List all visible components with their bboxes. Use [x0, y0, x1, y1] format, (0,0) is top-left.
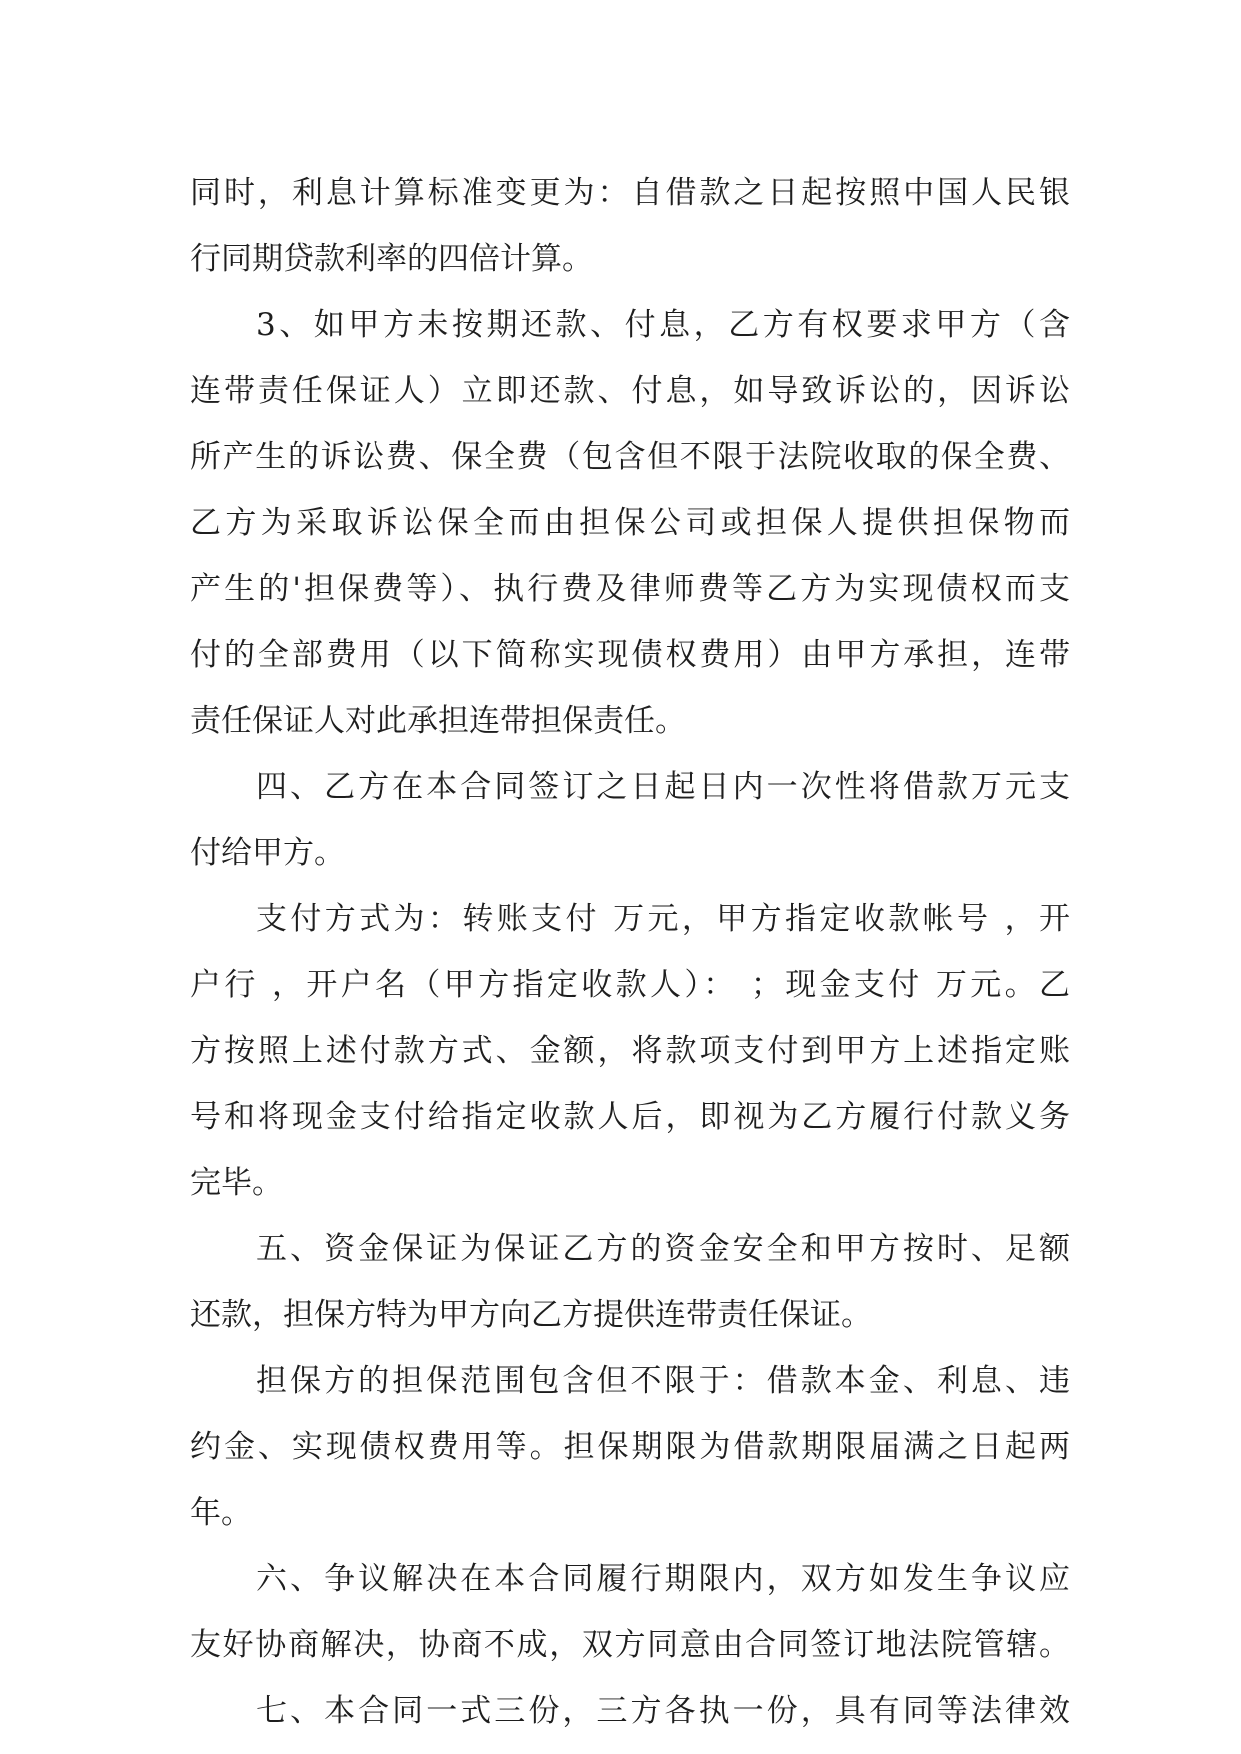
text-line: 同时，利息计算标准变更为：自借款之日起按照中国人民银	[190, 175, 1070, 211]
text-line: 连带责任保证人）立即还款、付息，如导致诉讼的，因诉讼	[190, 373, 1070, 409]
text-line: 年。	[190, 1495, 252, 1531]
text-line: 五、资金保证为保证乙方的资金安全和甲方按时、足额	[256, 1231, 1070, 1267]
text-line: 户行 ，开户名（甲方指定收款人）： ；现金支付 万元。乙	[190, 967, 1070, 1003]
text-line: 担保方的担保范围包含但不限于：借款本金、利息、违	[256, 1363, 1070, 1399]
text-line: 3、如甲方未按期还款、付息，乙方有权要求甲方（含	[256, 307, 1070, 343]
text-line: 付的全部费用（以下简称实现债权费用）由甲方承担，连带	[190, 637, 1070, 673]
text-line: 号和将现金支付给指定收款人后，即视为乙方履行付款义务	[190, 1099, 1070, 1135]
contract-body-text	[190, 160, 1070, 1744]
text-line: 约金、实现债权费用等。担保期限为借款期限届满之日起两	[190, 1429, 1070, 1465]
text-line: 所产生的诉讼费、保全费（包含但不限于法院收取的保全费、	[190, 439, 1070, 475]
text-line: 六、争议解决在本合同履行期限内，双方如发生争议应	[256, 1561, 1070, 1597]
text-line: 付给甲方。	[190, 835, 345, 871]
text-line: 四、乙方在本合同签订之日起日内一次性将借款万元支	[256, 769, 1070, 805]
text-line: 七、本合同一式三份，三方各执一份，具有同等法律效	[256, 1693, 1070, 1729]
text-line: 还款，担保方特为甲方向乙方提供连带责任保证。	[190, 1297, 872, 1333]
text-line: 产生的'担保费等）、执行费及律师费等乙方为实现债权而支	[190, 571, 1070, 607]
text-line: 方按照上述付款方式、金额，将款项支付到甲方上述指定账	[190, 1033, 1070, 1069]
text-line: 乙方为采取诉讼保全而由担保公司或担保人提供担保物而	[190, 505, 1070, 541]
text-line: 友好协商解决，协商不成，双方同意由合同签订地法院管辖。	[190, 1627, 1070, 1663]
text-line: 责任保证人对此承担连带担保责任。	[190, 703, 686, 739]
text-line: 支付方式为：转账支付 万元，甲方指定收款帐号 ，开	[256, 901, 1070, 937]
text-line: 完毕。	[190, 1165, 283, 1201]
text-line: 行同期贷款利率的四倍计算。	[190, 241, 593, 277]
